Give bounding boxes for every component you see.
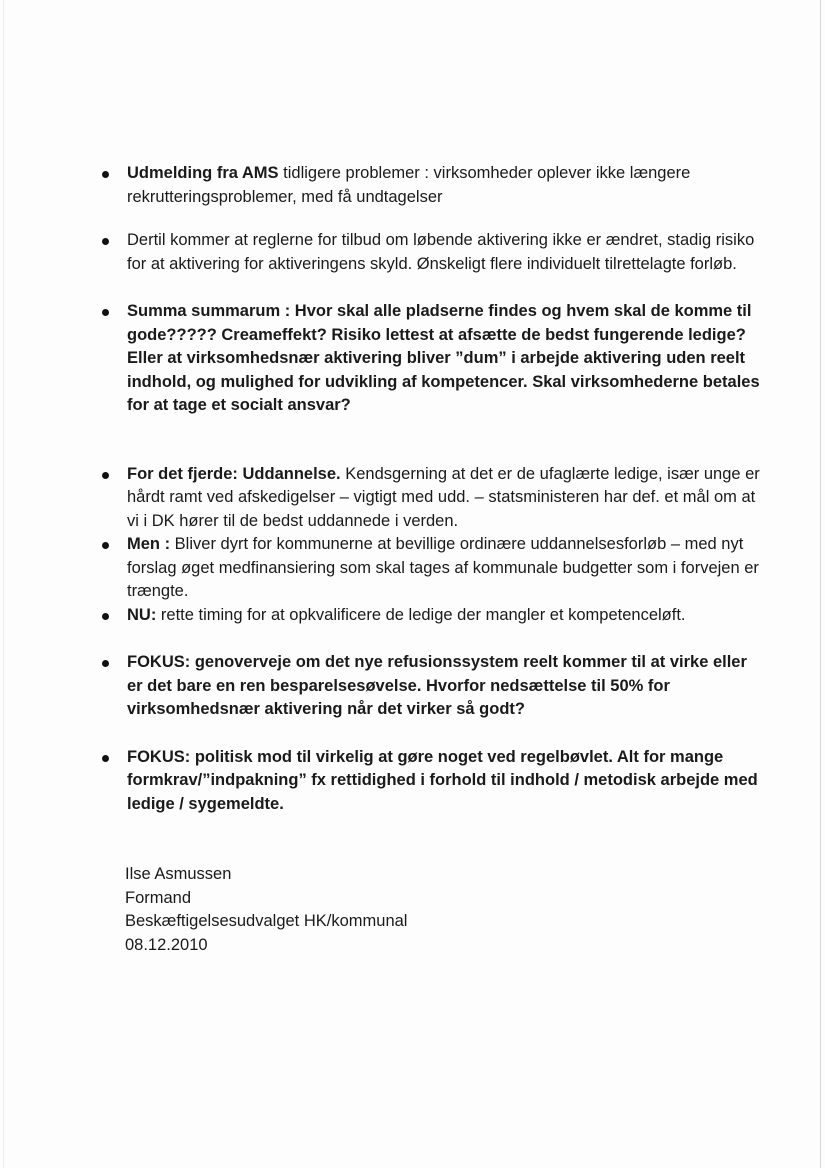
bullet-icon (102, 613, 109, 620)
page-right-edge (820, 0, 821, 1168)
document-body (100, 162, 760, 957)
bullet-item-fokus-refusion (100, 651, 760, 722)
bullet-item-ams (100, 162, 760, 209)
bullet-icon (102, 171, 109, 178)
bullet-item-fokus-regelbovl (100, 746, 760, 817)
page-left-edge (3, 0, 4, 1168)
signature-name: Ilse Asmussen (125, 865, 232, 883)
bullet-item-men (100, 533, 760, 604)
item-lead: Udmelding fra AMS (127, 164, 279, 182)
item-lead: NU: (127, 605, 157, 624)
signature-block (100, 863, 760, 957)
item-lead: For det fjerde: Uddannelse. (127, 464, 341, 483)
item-text: Dertil kommer at reglerne for tilbud om løbende aktivering ikke er ændret, stadig risiko for at aktivering for aktiveringens skyld. Ønskeligt flere individuelt tilrettelagte forløb. (127, 231, 755, 273)
bullet-item-uddannelse (100, 463, 760, 534)
signature-title: Formand (125, 888, 192, 907)
item-text: Kendsgerning at det er de ufaglærte ledige, især unge er hårdt ramt ved afskedigelser – vigtigt med udd. – statsministeren har def. et mål om at vi i DK hører til de bedst uddannede i verden. (127, 464, 760, 530)
item-text: Summa summarum : Hvor skal alle pladserne findes og hvem skal de komme til gode????? Creameffekt? Risiko lettest at afsætte de bedst fungerende ledige? Eller at virksomhedsnær aktivering bliver ”dum” i arbejde aktivering uden reelt indhold, og mulighed for udvikling af kompetencer. Skal virksomhederne betales for at tage et socialt ansvar? (127, 302, 760, 414)
item-text: FOKUS: politisk mod til virkelig at gøre noget ved regelbøvlet. Alt for mange formkrav/”indpakning” fx rettidighed i forhold til indhold / metodisk arbejde med ledige / sygemeldte. (127, 747, 758, 813)
bullet-icon (102, 542, 109, 549)
bullet-icon (102, 472, 109, 479)
signature-date: 08.12.2010 (125, 935, 208, 954)
bullet-item-summa (100, 300, 760, 418)
bullet-item-nu (100, 604, 760, 628)
item-lead: Men : (127, 535, 171, 553)
item-text: rette timing for at opkvalificere de ledige der mangler et kompetenceløft. (156, 605, 686, 624)
item-text: FOKUS: genoverveje om det nye refusionssystem reelt kommer til at virke eller er det bare en ren besparelsesøvelse. Hvorfor nedsættelse til 50% for virksomhedsnær aktivering når det virker så godt? (127, 653, 747, 718)
item-text: Bliver dyrt for kommunerne at bevillige ordinære uddannelsesforløb – med nyt forslag øget medfinansiering som skal tages af kommunale budgetter som i forvejen er trængte. (127, 535, 759, 600)
bullet-icon (102, 755, 109, 762)
bullet-item-aktivering (100, 229, 760, 276)
signature-committee: Beskæftigelsesudvalget HK/kommunal (125, 912, 408, 930)
bullet-icon (102, 660, 109, 667)
bullet-icon (102, 309, 109, 316)
item-text: tidligere problemer : virksomheder oplever ikke længere rekrutteringsproblemer, med få undtagelser (127, 164, 691, 206)
bullet-icon (102, 238, 109, 245)
